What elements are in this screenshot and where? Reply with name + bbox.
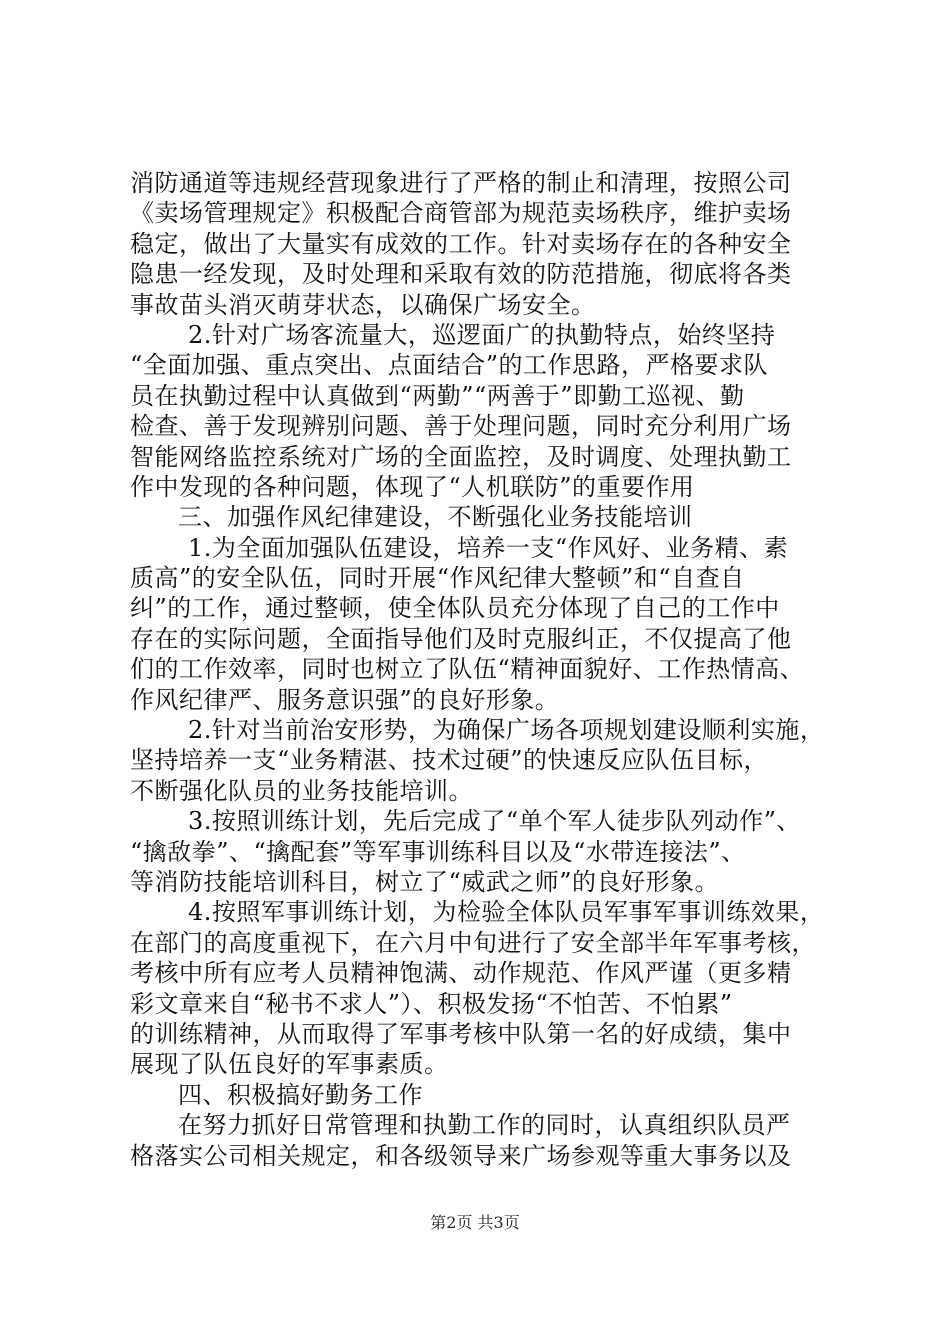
- text-line: “擒敌拳”、“擒配套”等军事训练科目以及“水带连接法”、: [130, 837, 746, 866]
- text-line: 1.为全面加强队伍建设，培养一支“作风好、业务精、素: [188, 533, 789, 562]
- text-line: 2.针对广场客流量大，巡逻面广的执勤特点，始终坚持: [188, 320, 776, 349]
- section-heading: 三、加强作风纪律建设，不断强化业务技能培训: [178, 503, 693, 532]
- text-line: 4.按照军事训练计划，为检验全体队员军事军事训练效果，: [188, 898, 825, 927]
- text-line: 坚持培养一支“业务精湛、技术过硬”的快速反应队伍目标，: [130, 746, 769, 775]
- text-line: 隐患一经发现，及时处理和采取有效的防范措施，彻底将各类: [130, 260, 792, 289]
- text-line: 3.按照训练计划，先后完成了“单个军人徒步队列动作”、: [188, 807, 801, 836]
- section-heading: 四、积极搞好勤务工作: [178, 1080, 423, 1109]
- text-line: 质高”的安全队伍，同时开展“作风纪律大整顿”和“自查自: [130, 564, 745, 593]
- text-line: 彩文章来自“秘书不求人”）、积极发扬“不怕苦、不怕累”: [130, 989, 733, 1018]
- text-line: 存在的实际问题，全面指导他们及时克服纠正，不仅提高了他: [130, 624, 792, 653]
- text-line: 们的工作效率，同时也树立了队伍“精神面貌好、工作热情高、: [130, 655, 805, 684]
- text-line: 格落实公司相关规定，和各级领导来广场参观等重大事务以及: [130, 1141, 792, 1170]
- text-line: 2.针对当前治安形势，为确保广场各项规划建设顺利实施，: [188, 716, 825, 745]
- text-line: 消防通道等违规经营现象进行了严格的制止和清理，按照公司: [130, 169, 792, 197]
- text-line: 事故苗头消灭萌芽状态，以确保广场安全。: [130, 290, 596, 319]
- text-line: 作中发现的各种问题，体现了“人机联防”的重要作用: [130, 472, 695, 501]
- text-line: “全面加强、重点突出、点面结合”的工作思路，严格要求队: [130, 351, 769, 380]
- text-line: 纠”的工作，通过整顿，使全体队员充分体现了自己的工作中: [130, 594, 780, 623]
- text-line: 稳定，做出了大量实有成效的工作。针对卖场存在的各种安全: [130, 229, 792, 258]
- text-line: 作风纪律严、服务意识强”的良好形象。: [130, 685, 560, 714]
- text-line: 的训练精神，从而取得了军事考核中队第一名的好成绩，集中: [130, 1019, 792, 1048]
- text-line: 考核中所有应考人员精神饱满、动作规范、作风严谨（更多精: [130, 959, 792, 988]
- text-line: 等消防技能培训科目，树立了“威武之师”的良好形象。: [130, 867, 720, 896]
- text-line: 检查、善于发现辨别问题、善于处理问题，同时充分利用广场: [130, 412, 792, 441]
- text-line: 《卖场管理规定》积极配合商管部为规范卖场秩序，维护卖场: [130, 199, 792, 228]
- text-line: 智能网络监控系统对广场的全面监控，及时调度、处理执勤工: [130, 442, 792, 471]
- text-line: 不断强化队员的业务技能培训。: [130, 776, 473, 805]
- text-line: 在部门的高度重视下，在六月中旬进行了安全部半年军事考核，: [130, 928, 816, 957]
- page-number-footer: 第2页 共3页: [430, 1213, 520, 1232]
- text-line: 展现了队伍良好的军事素质。: [130, 1050, 449, 1079]
- text-line: 在努力抓好日常管理和执勤工作的同时，认真组织队员严: [178, 1111, 791, 1140]
- text-line: 员在执勤过程中认真做到“两勤”“两善于”即勤工巡视、勤: [130, 381, 745, 410]
- document-body: [130, 168, 850, 1171]
